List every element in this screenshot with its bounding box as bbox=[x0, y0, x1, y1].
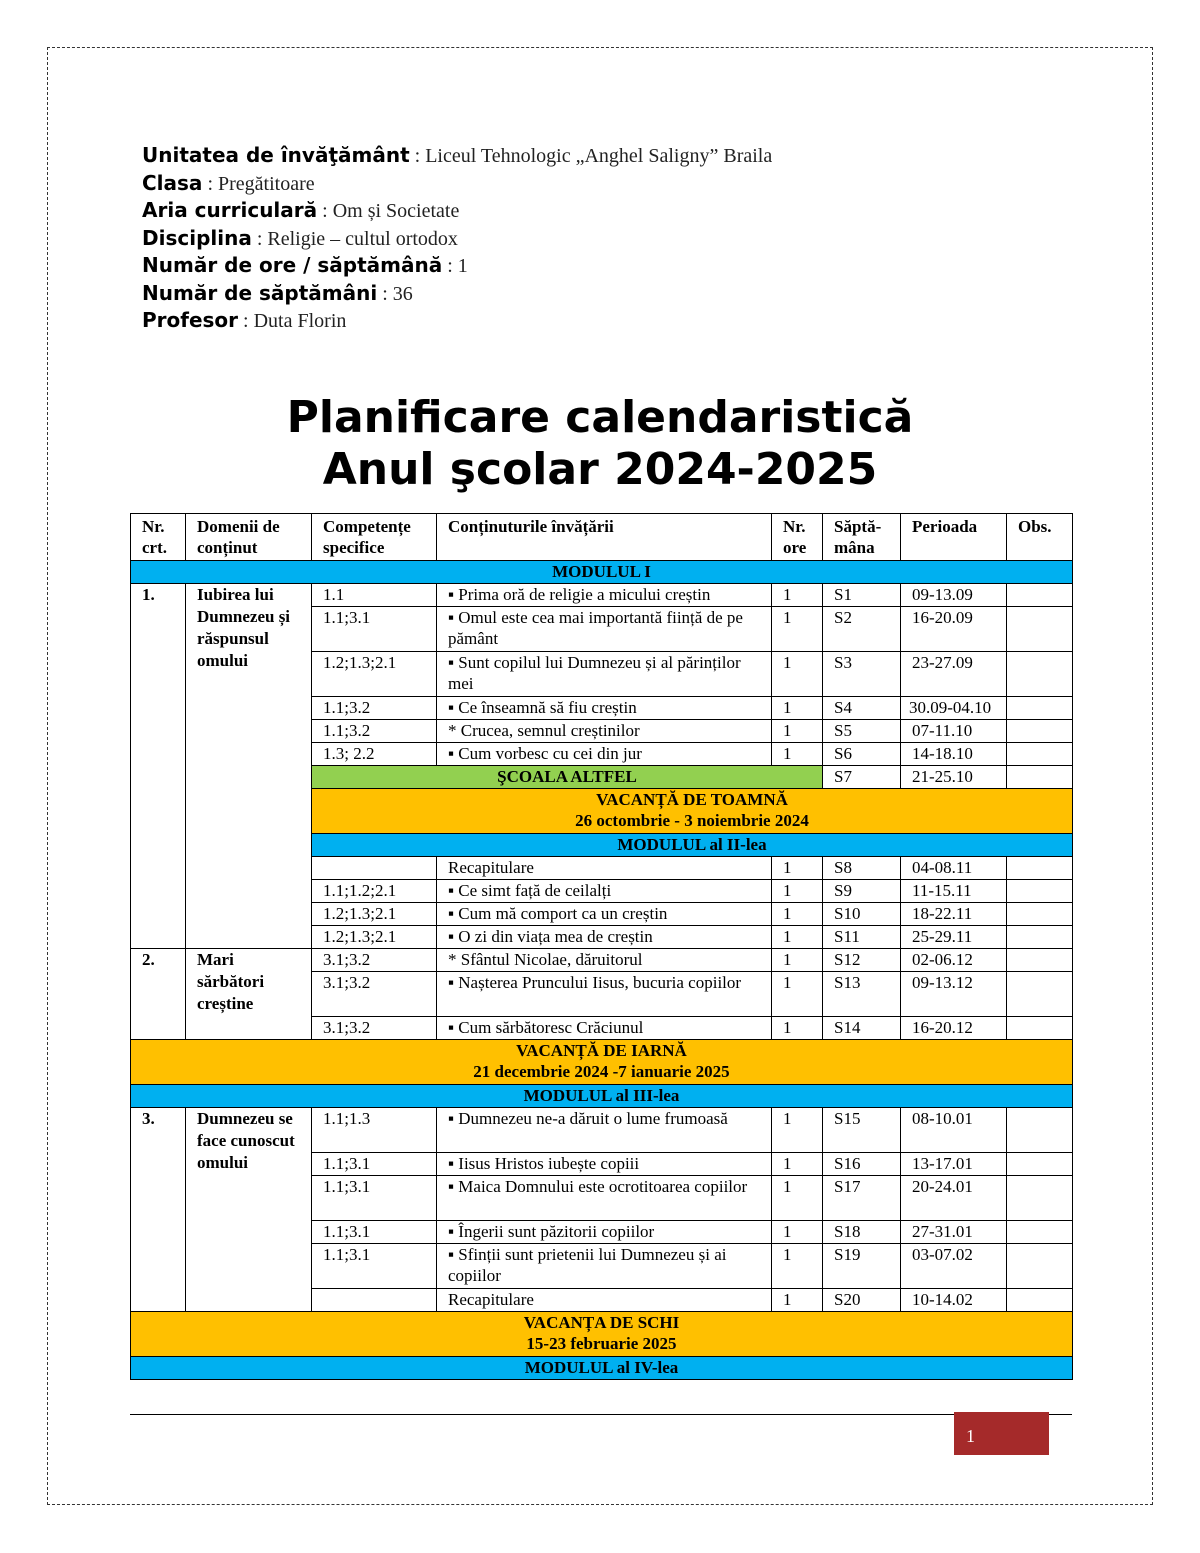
table-row bbox=[131, 584, 1073, 607]
content-cell: ▪ Maica Domnului este ocrotitoarea copiilor bbox=[437, 1176, 772, 1221]
content-cell: ▪ O zi din viața mea de creștin bbox=[437, 926, 772, 949]
info-value: : Religie – cultul ortodox bbox=[251, 227, 458, 250]
content-cell: ▪ Nașterea Pruncului Iisus, bucuria copiilor bbox=[437, 972, 772, 1017]
info-label: Unitatea de învăţământ bbox=[142, 143, 410, 167]
week-cell: S5 bbox=[823, 720, 901, 743]
module-row bbox=[131, 1357, 1073, 1380]
domain-number: 1. bbox=[131, 584, 186, 949]
info-label: Număr de săptămâni bbox=[142, 280, 378, 305]
obs-cell bbox=[1007, 949, 1073, 972]
content-cell: * Crucea, semnul creștinilor bbox=[437, 720, 772, 743]
hours-cell: 1 bbox=[772, 584, 823, 607]
vacation-row bbox=[131, 1312, 1073, 1357]
week-cell: S18 bbox=[823, 1221, 901, 1244]
week-cell: S8 bbox=[823, 857, 901, 880]
hours-cell: 1 bbox=[772, 903, 823, 926]
vacation-band bbox=[312, 789, 1073, 834]
competence-cell: 1.1;3.1 bbox=[312, 1221, 437, 1244]
period-cell: 30.09-04.10 bbox=[901, 697, 1007, 720]
period-cell: 14-18.10 bbox=[901, 743, 1007, 766]
week-cell: S1 bbox=[823, 584, 901, 607]
content-cell: Recapitulare bbox=[437, 857, 772, 880]
vacation-row bbox=[131, 1040, 1073, 1085]
period-cell: 11-15.11 bbox=[901, 880, 1007, 903]
competence-cell: 1.1;3.1 bbox=[312, 1176, 437, 1221]
period-cell: 27-31.01 bbox=[901, 1221, 1007, 1244]
content-cell: ▪ Omul este cea mai importantă ființă de pe pământ bbox=[437, 607, 772, 652]
table-header-row bbox=[131, 514, 1073, 561]
hours-cell: 1 bbox=[772, 926, 823, 949]
hours-cell: 1 bbox=[772, 857, 823, 880]
hours-cell: 1 bbox=[772, 949, 823, 972]
hours-cell: 1 bbox=[772, 880, 823, 903]
hours-cell: 1 bbox=[772, 1221, 823, 1244]
domain-number: 3. bbox=[131, 1108, 186, 1312]
obs-cell bbox=[1007, 743, 1073, 766]
content-cell: ▪ Sfinții sunt prietenii lui Dumnezeu și ai copiilor bbox=[437, 1244, 772, 1289]
info-label: Clasa bbox=[142, 170, 203, 195]
week-cell: S9 bbox=[823, 880, 901, 903]
competence-cell: 1.1;3.2 bbox=[312, 720, 437, 743]
week-cell: S10 bbox=[823, 903, 901, 926]
competence-cell: 3.1;3.2 bbox=[312, 1017, 437, 1040]
info-line bbox=[142, 197, 772, 225]
obs-cell bbox=[1007, 1153, 1073, 1176]
competence-cell: 1.1;1.3 bbox=[312, 1108, 437, 1153]
hours-cell: 1 bbox=[772, 1176, 823, 1221]
info-line bbox=[142, 170, 772, 198]
content-cell: ▪ Cum sărbătoresc Crăciunul bbox=[437, 1017, 772, 1040]
domain-name: Dumnezeu se face cunoscut omului bbox=[186, 1108, 312, 1312]
content-cell: ▪ Dumnezeu ne-a dăruit o lume frumoasă bbox=[437, 1108, 772, 1153]
period-cell: 21-25.10 bbox=[901, 766, 1007, 789]
info-line bbox=[142, 142, 772, 170]
column-header: Competențe specifice bbox=[312, 514, 437, 561]
week-cell: S11 bbox=[823, 926, 901, 949]
obs-cell bbox=[1007, 584, 1073, 607]
period-cell: 08-10.01 bbox=[901, 1108, 1007, 1153]
module-label: MODULUL al III-lea bbox=[131, 1085, 1073, 1108]
week-cell: S4 bbox=[823, 697, 901, 720]
week-cell: S12 bbox=[823, 949, 901, 972]
domain-number: 2. bbox=[131, 949, 186, 1040]
competence-cell: 3.1;3.2 bbox=[312, 972, 437, 1017]
hours-cell: 1 bbox=[772, 743, 823, 766]
period-cell: 10-14.02 bbox=[901, 1289, 1007, 1312]
hours-cell: 1 bbox=[772, 1017, 823, 1040]
content-cell: ▪ Cum vorbesc cu cei din jur bbox=[437, 743, 772, 766]
table-row bbox=[131, 1108, 1073, 1153]
hours-cell: 1 bbox=[772, 607, 823, 652]
info-label: Aria curriculară bbox=[142, 198, 318, 222]
hours-cell: 1 bbox=[772, 720, 823, 743]
module-label: MODULUL al II-lea bbox=[312, 834, 1073, 857]
competence-cell: 1.2;1.3;2.1 bbox=[312, 903, 437, 926]
obs-cell bbox=[1007, 1221, 1073, 1244]
info-value: : 36 bbox=[377, 282, 413, 305]
info-label: Număr de ore / săptămână bbox=[142, 253, 443, 277]
info-value: : Pregătitoare bbox=[202, 172, 315, 195]
week-cell: S20 bbox=[823, 1289, 901, 1312]
column-header: Perioada bbox=[901, 514, 1007, 561]
vacation-band bbox=[131, 1312, 1073, 1357]
column-header: Nr. ore bbox=[772, 514, 823, 561]
hours-cell: 1 bbox=[772, 972, 823, 1017]
obs-cell bbox=[1007, 972, 1073, 1017]
vacation-band bbox=[131, 1040, 1073, 1085]
vacation-dates: 21 decembrie 2024 -7 ianuarie 2025 bbox=[473, 1062, 730, 1081]
period-cell: 16-20.12 bbox=[901, 1017, 1007, 1040]
period-cell: 04-08.11 bbox=[901, 857, 1007, 880]
period-cell: 18-22.11 bbox=[901, 903, 1007, 926]
column-header: Nr. crt. bbox=[131, 514, 186, 561]
competence-cell: 1.1;3.1 bbox=[312, 607, 437, 652]
page-number: 1 bbox=[954, 1412, 1049, 1455]
competence-cell: 1.2;1.3;2.1 bbox=[312, 652, 437, 697]
title-line-1: Planificare calendaristică bbox=[286, 392, 914, 443]
competence-cell: 1.1;3.1 bbox=[312, 1153, 437, 1176]
column-header: Obs. bbox=[1007, 514, 1073, 561]
info-line bbox=[142, 252, 772, 280]
competence-cell bbox=[312, 857, 437, 880]
vacation-dates: 26 octombrie - 3 noiembrie 2024 bbox=[575, 811, 809, 830]
vacation-title: VACANȚA DE SCHI bbox=[523, 1313, 680, 1332]
hours-cell: 1 bbox=[772, 1289, 823, 1312]
hours-cell: 1 bbox=[772, 1244, 823, 1289]
module-row bbox=[131, 1085, 1073, 1108]
scoala-altfel-label: ŞCOALA ALTFEL bbox=[312, 766, 823, 789]
week-cell: S16 bbox=[823, 1153, 901, 1176]
obs-cell bbox=[1007, 903, 1073, 926]
footer-rule bbox=[130, 1414, 1072, 1415]
header-info bbox=[142, 142, 772, 335]
domain-name: Iubirea lui Dumnezeu și răspunsul omului bbox=[186, 584, 312, 949]
column-header: Săptă-mâna bbox=[823, 514, 901, 561]
content-cell: ▪ Îngerii sunt păzitorii copiilor bbox=[437, 1221, 772, 1244]
competence-cell: 1.3; 2.2 bbox=[312, 743, 437, 766]
info-value: : Duta Florin bbox=[238, 310, 347, 332]
week-cell: S7 bbox=[823, 766, 901, 789]
table-row bbox=[131, 949, 1073, 972]
obs-cell bbox=[1007, 1289, 1073, 1312]
competence-cell: 1.2;1.3;2.1 bbox=[312, 926, 437, 949]
content-cell: ▪ Cum mă comport ca un creștin bbox=[437, 903, 772, 926]
hours-cell: 1 bbox=[772, 697, 823, 720]
vacation-dates: 15-23 februarie 2025 bbox=[526, 1334, 677, 1353]
week-cell: S19 bbox=[823, 1244, 901, 1289]
week-cell: S13 bbox=[823, 972, 901, 1017]
week-cell: S6 bbox=[823, 743, 901, 766]
info-label: Profesor bbox=[142, 308, 239, 332]
content-cell: ▪ Ce înseamnă să fiu creștin bbox=[437, 697, 772, 720]
module-label: MODULUL I bbox=[131, 561, 1073, 584]
obs-cell bbox=[1007, 880, 1073, 903]
period-cell: 07-11.10 bbox=[901, 720, 1007, 743]
page-title bbox=[0, 392, 1200, 496]
period-cell: 09-13.12 bbox=[901, 972, 1007, 1017]
competence-cell: 1.1;3.1 bbox=[312, 1244, 437, 1289]
week-cell: S15 bbox=[823, 1108, 901, 1153]
week-cell: S14 bbox=[823, 1017, 901, 1040]
info-line bbox=[142, 280, 772, 308]
week-cell: S2 bbox=[823, 607, 901, 652]
hours-cell: 1 bbox=[772, 1153, 823, 1176]
column-header: Domenii de conținut bbox=[186, 514, 312, 561]
content-cell: ▪ Sunt copilul lui Dumnezeu și al părinților mei bbox=[437, 652, 772, 697]
obs-cell bbox=[1007, 857, 1073, 880]
obs-cell bbox=[1007, 607, 1073, 652]
module-row bbox=[131, 561, 1073, 584]
info-line bbox=[142, 307, 772, 335]
period-cell: 16-20.09 bbox=[901, 607, 1007, 652]
period-cell: 03-07.02 bbox=[901, 1244, 1007, 1289]
content-cell: ▪ Prima oră de religie a micului creștin bbox=[437, 584, 772, 607]
competence-cell: 1.1 bbox=[312, 584, 437, 607]
title-line-2: Anul şcolar 2024-2025 bbox=[322, 444, 878, 495]
obs-cell bbox=[1007, 1244, 1073, 1289]
content-cell: ▪ Iisus Hristos iubește copiii bbox=[437, 1153, 772, 1176]
obs-cell bbox=[1007, 766, 1073, 789]
column-header: Conținuturile învățării bbox=[437, 514, 772, 561]
obs-cell bbox=[1007, 1017, 1073, 1040]
obs-cell bbox=[1007, 720, 1073, 743]
info-value: : Liceul Tehnologic „Anghel Saligny” Braila bbox=[409, 145, 773, 167]
obs-cell bbox=[1007, 926, 1073, 949]
competence-cell bbox=[312, 1289, 437, 1312]
obs-cell bbox=[1007, 1176, 1073, 1221]
obs-cell bbox=[1007, 697, 1073, 720]
week-cell: S3 bbox=[823, 652, 901, 697]
period-cell: 09-13.09 bbox=[901, 584, 1007, 607]
period-cell: 23-27.09 bbox=[901, 652, 1007, 697]
content-cell: ▪ Ce simt față de ceilalți bbox=[437, 880, 772, 903]
info-line bbox=[142, 225, 772, 253]
competence-cell: 3.1;3.2 bbox=[312, 949, 437, 972]
period-cell: 25-29.11 bbox=[901, 926, 1007, 949]
competence-cell: 1.1;3.2 bbox=[312, 697, 437, 720]
info-value: : 1 bbox=[442, 255, 468, 277]
info-value: : Om și Societate bbox=[317, 200, 460, 222]
vacation-title: VACANȚĂ DE IARNĂ bbox=[516, 1041, 687, 1060]
planning-table bbox=[130, 513, 1073, 1380]
domain-name: Mari sărbători creștine bbox=[186, 949, 312, 1040]
period-cell: 02-06.12 bbox=[901, 949, 1007, 972]
content-cell: * Sfântul Nicolae, dăruitorul bbox=[437, 949, 772, 972]
vacation-title: VACANȚĂ DE TOAMNĂ bbox=[596, 790, 788, 809]
competence-cell: 1.1;1.2;2.1 bbox=[312, 880, 437, 903]
content-cell: Recapitulare bbox=[437, 1289, 772, 1312]
period-cell: 13-17.01 bbox=[901, 1153, 1007, 1176]
module-label: MODULUL al IV-lea bbox=[131, 1357, 1073, 1380]
info-label: Disciplina bbox=[142, 225, 252, 250]
week-cell: S17 bbox=[823, 1176, 901, 1221]
hours-cell: 1 bbox=[772, 1108, 823, 1153]
hours-cell: 1 bbox=[772, 652, 823, 697]
obs-cell bbox=[1007, 652, 1073, 697]
period-cell: 20-24.01 bbox=[901, 1176, 1007, 1221]
obs-cell bbox=[1007, 1108, 1073, 1153]
